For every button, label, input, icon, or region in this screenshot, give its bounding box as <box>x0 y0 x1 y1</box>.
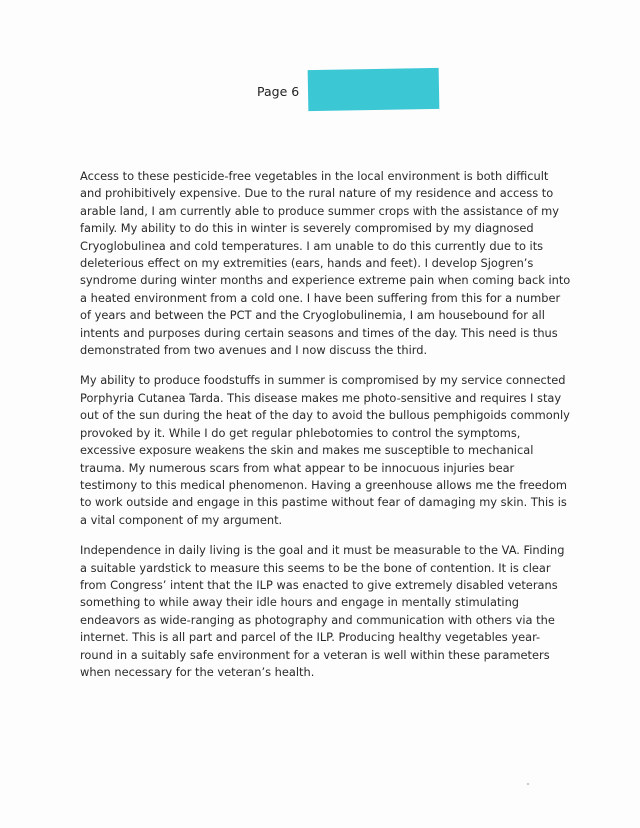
scan-speck <box>527 783 529 785</box>
page-number: Page 6 <box>257 84 300 99</box>
paragraph-1: Access to these pesticide-free vegetables in the local environment is both difficult and prohibitively expensive. Due to the rural nature of my residence and access to arable land, I am currently able to produce summer crops with the assistance of my family. My ability to do this in winter is severely compromised by my diagnosed Cryoglobulinea and cold temperatures. I am unable to do this currently due to its deleterious effect on my extremities (ears, hands and feet). I develop Sjogren’s syndrome during winter months and experience extreme pain when coming back into a heated environment from a cold one. I have been suffering from this for a number of years and between the PCT and the Cryoglobulinemia, I am housebound for all intents and purposes during certain seasons and times of the day. This need is thus demonstrated from two avenues and I now discuss the third. <box>80 169 571 358</box>
paragraph-2: My ability to produce foodstuffs in summer is compromised by my service connected Porphyria Cutanea Tarda. This disease makes me photo-sensitive and requires I stay out of the sun during the heat of the day to avoid the bullous pemphigoids commonly provoked by it. While I do get regular phlebotomies to control the symptoms, excessive exposure weakens the skin and makes me susceptible to mechanical trauma. My numerous scars from what appear to be innocuous injuries bear testimony to this medical phenomenon. Having a greenhouse allows me the freedom to work outside and engage in this pastime without fear of damaging my skin. This is a vital component of my argument. <box>80 373 570 527</box>
body-text <box>80 168 572 694</box>
paragraph-3: Independence in daily living is the goal and it must be measurable to the VA. Finding a suitable yardstick to measure this seems to be the bone of contention. It is clear from Congress’ intent that the ILP was enacted to give extremely disabled veterans something to while away their idle hours and engage in mentally stimulating endeavors as wide-ranging as photography and communication with others via the internet. This is all part and parcel of the ILP. Producing healthy vegetables year-round in a suitably safe environment for a veteran is well within these parameters when necessary for the veteran’s health. <box>80 543 565 679</box>
redaction-block <box>308 68 440 111</box>
